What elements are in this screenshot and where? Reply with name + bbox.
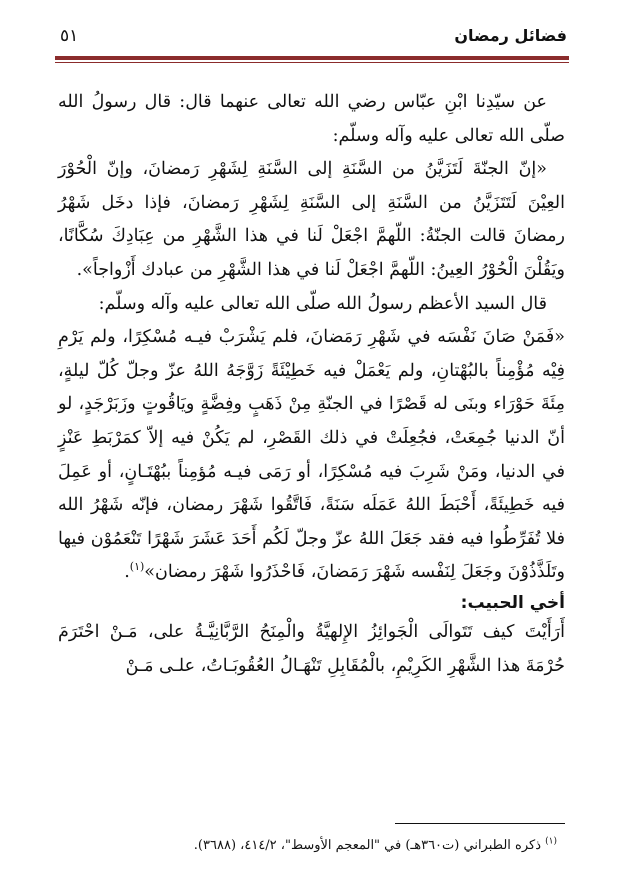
footnote xyxy=(194,836,557,856)
closing-paragraph: أَرَأَيْتَ كيف تَتَوالَى الْجَوائِزُ الإِلهيَّةُ والْمِنَحُ الرَّبَّانِيَّـةُ على، مَـنْ احْتَرَمَ حُرْمَةَ هذا الشَّهْرِ الكَرِيْمِ، بالْمُقَابِلِ تَنْهَـالُ العُقُوبَـاتُ، علـى مَـنْ xyxy=(58,621,565,676)
footnote-mark: (١) xyxy=(545,836,557,847)
hadith-paragraph-2: «فَمَنْ صَانَ نَفْسَه في شَهْرِ رَمَضانَ، فلم يَشْرَبْ فيـه مُسْكِرًا، ولم يَرْمِ فِيْه مُؤْمِناً بالبُهْتانِ، ولم يَعْمَلْ فيه خَطِيْئَةً زَوَّجَهُ اللهُ عزّ وجلّ كُلّ ليلةٍ، مِئَةَ حَوْرَاء وبنَى له قَصْرًا في الجنّةِ مِنْ ذَهَبٍ وفِضَّةٍ ويَاقُوتٍ وزَبَرْجَدٍ، لو أنّ الدنيا جُمِعَتْ، فجُعِلَتْ في ذلك القَصْرِ، لم يَكُنْ فيه إلاّ كمَرْبَطِ عَنْزٍ في الدنيا، ومَنْ شَرِبَ فيه مُسْكِرًا، أو رَمَى فيـه مُؤمِناً ببُهْتَـانٍ، أو عَمِلَ فيه خَطِيئَةً، أَحْبَطَ اللهُ عَمَلَه سَنَةً، فَاتَّقُوا شَهْرَ رمضان، فإنّه شَهْرُ الله فلا تُفَرِّطُوا فيه فقد جَعَلَ اللهُ عزّ وجلّ لَكُم أَحَدَ عَشَرَ شَهْرًا تَنْعَمُوْن فيها وتَلَذَّذُوْنَ وجَعَلَ لِنَفْسه شَهْرَ رَمَضانَ، فَاحْذَرُوا شَهْرَ رمضان»$^{(١)}$. xyxy=(58,327,565,583)
intro-paragraph: عن سيّدِنا ابْنِ عبّاس رضي الله تعالى عنهما قال: قال رسولُ الله صلّى الله تعالى عليه وآله وسلّم: xyxy=(58,92,565,146)
intro-paragraph-2: قال السيد الأعظم رسولُ الله صلّى الله تعالى عليه وآله وسلّم: xyxy=(98,293,547,314)
footnote-text: ذكره الطبراني (ت٣٦٠هـ) في "المعجم الأوسط"، ٤١٤/٢، (٣٦٨٨). xyxy=(193,838,541,853)
hadith-paragraph-1: «إنّ الجنّةَ لَتَزَيَّنُ من السَّنَةِ إلى السَّنَةِ لِشَهْرِ رَمضانَ، وإنّ الْحُوْرَ العِيْنَ لَتَتَزَيَّنُ من السَّنَةِ إلى السَّنَةِ لِشَهْرِ رَمضانَ، فإذا دخَل شَهْرُ رمضانَ قالت الجنّةُ: اللّهمَّ اجْعَلْ لَنا في هذا الشَّهْرِ من عِبَادِكَ سُكَّانًا، ويَقُلْنَ الْحُوْرُ العِينُ: اللّهمَّ اجْعَلْ لَنا في هذا الشَّهْرِ من عبادك أَزْواجاً». xyxy=(58,159,565,280)
footnote-reference: (١) xyxy=(129,560,145,574)
section-title: أخي الحبيب: xyxy=(460,592,565,613)
header-rule-thick xyxy=(55,56,569,60)
page-header xyxy=(60,26,567,50)
body-text xyxy=(58,86,565,683)
header-rule-thin xyxy=(55,62,569,63)
footnote-rule xyxy=(395,823,565,824)
hadith-2-text: «فَمَنْ صَانَ نَفْسَه في شَهْرِ رَمَضانَ، فلم يَشْرَبْ فيـه مُسْكِرًا، ولم يَرْمِ فِيْه مُؤْمِناً بالبُهْتانِ، ولم يَعْمَلْ فيه خَطِيْئَةً زَوَّجَهُ اللهُ عزّ وجلّ كُلّ ليلةٍ، مِئَةَ حَوْرَاء وبنَى له قَصْرًا في الجنّةِ مِنْ ذَهَبٍ وفِضَّةٍ ويَاقُوتٍ وزَبَرْجَدٍ، لو أنّ الدنيا جُمِعَتْ، فجُعِلَتْ في ذلك القَصْرِ، لم يَكُنْ فيه إلاّ كمَرْبَطِ عَنْزٍ في الدنيا، ومَنْ شَرِبَ فيه مُسْكِرًا، أو رَمَى فيـه مُؤمِناً ببُهْتَـانٍ، أو عَمِلَ فيه خَطِيئَةً، أَحْبَطَ اللهُ عَمَلَه سَنَةً، فَاتَّقُوا شَهْرَ رمضان، فإنّه شَهْرُ الله فلا تُفَرِّطُوا فيه فقد جَعَلَ اللهُ عزّ وجلّ لَكُم أَحَدَ عَشَرَ شَهْرًا تَنْعَمُوْن فيها وتَلَذَّذُوْنَ وجَعَلَ لِنَفْسه شَهْرَ رَمَضانَ، فَاحْذَرُوا شَهْرَ رمضان» xyxy=(58,327,565,583)
page-number: ٥١ xyxy=(60,26,79,46)
running-title: فضائل رمضان xyxy=(454,26,567,45)
